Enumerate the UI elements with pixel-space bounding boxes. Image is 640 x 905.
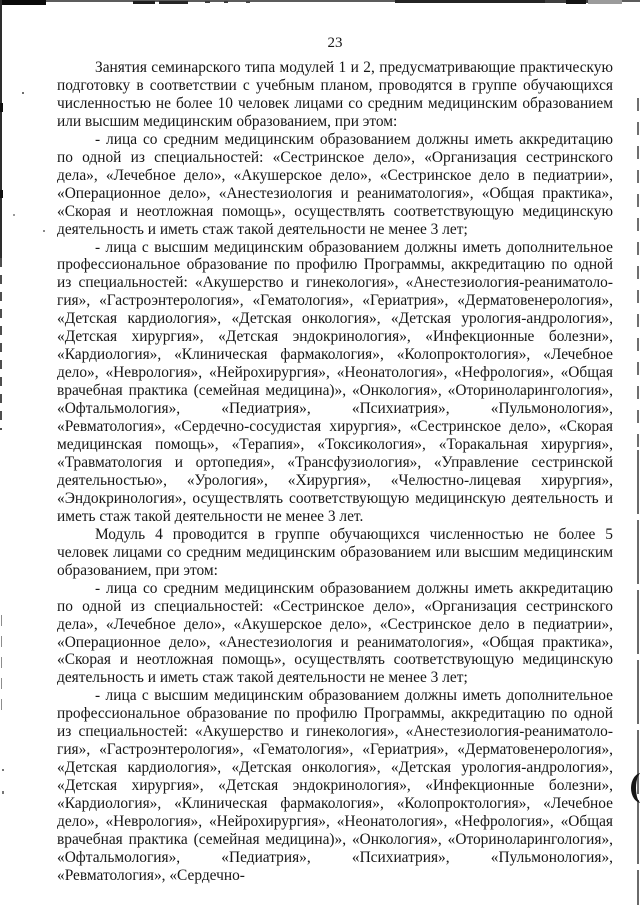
scan-artifact-top-dark-segment [395, 0, 545, 3]
scan-artifact-top-dash [159, 1, 188, 4]
scan-artifact-speck [2, 769, 4, 771]
page-number: 23 [327, 35, 343, 51]
paragraph-module-4-secondary-education-requirements: - лица со средним медицинским образованием должны иметь аккредитацию по одной из специальностей: «Сестринское дело», «Организация сестринского дела», «Лечебное дело», «Акушерское дело», «Сестринское дело в педиатрии», «Операционное дело», «Анестезиология и реаниматология», «Общая практика», «Скорая и неотложная помощь», осуществлять соответствующую медицинскую деятельность и иметь стаж такой деятельности не менее 3 лет; [57, 579, 613, 687]
scan-artifact-right-blob [631, 773, 640, 803]
scan-artifact-speck [2, 791, 4, 794]
scan-artifact-speck [43, 230, 45, 232]
scan-artifact-top-dark-segment [566, 0, 586, 4]
scan-artifact-top-edge [0, 0, 640, 2]
scan-artifact-top-gray-tail [588, 0, 622, 4]
scan-artifact-left-edge-faint-dashes [1, 615, 2, 710]
scan-artifact-top-speck [205, 1, 210, 3]
scan-artifact-top-left-bar [0, 0, 46, 5]
paragraph-module-4: Модуль 4 проводится в группе обучающихся численностью не более 5 человек лицами со средним медицинским образованием или высшим медицинским образованием, при этом: [57, 525, 613, 579]
scan-artifact-speck [13, 214, 15, 216]
scan-artifact-top-dash [133, 1, 155, 4]
paragraph-higher-education-requirements: - лица с высшим медицинским образованием должны иметь дополнительное профессиональное образование по профилю Программы, аккредитацию по одной из специальностей: «Акушерство и гинекология», «Анестезиология-реаниматология», «Гастроэнтерология», «Гематология», «Гериатрия», «Дерматовенерология», «Детская кардиология», «Детская онкология», «Детская урология-андрология», «Детская хирургия», «Детская эндокринология», «Инфекционные болезни», «Кардиология», «Клиническая фармакология», «Колопроктология», «Лечебное дело», «Неврология», «Нейрохирургия», «Неонатология», «Нефрология», «Общая врачебная практика (семейная медицина)», «Онкология», «Оториноларингология», «Офтальмология», «Педиатрия», «Психиатрия», «Пульмонология», «Ревматология», «Сердечно-сосудистая хирургия», «Сестринское дело», «Скорая медицинская помощь», «Терапия», «Токсикология», «Торакальная хирургия», «Травматология и ортопедия», «Трансфузиология», «Управление сестринской деятельностью», «Урология», «Хирургия», «Челюстно-лицевая хирургия», «Эндокринология», осуществлять соответствующую медицинскую деятельность и иметь стаж такой деятельности не менее 3 лет. [57, 238, 613, 525]
scan-artifact-left-edge-bump [0, 103, 3, 112]
scan-artifact-right-edge [637, 98, 639, 450]
scan-artifact-speck [22, 92, 24, 94]
paragraph-secondary-education-requirements: - лица со средним медицинским образованием должны иметь аккредитацию по одной из специальностей: «Сестринское дело», «Организация сестринского дела», «Лечебное дело», «Акушерское дело», «Сестринское дело в педиатрии», «Операционное дело», «Анестезиология и реаниматология», «Общая практика», «Скорая и неотложная помощь», осуществлять соответствующую медицинскую деятельность и иметь стаж такой деятельности не менее 3 лет; [57, 130, 613, 238]
scan-artifact-left-edge [0, 0, 2, 258]
paragraph-seminar-modules-1-2: Занятия семинарского типа модулей 1 и 2, предусматривающие практическую подготовку в соответствии с учебным планом, проводятся в группе обучающихся численностью не более 10 человек лицами со средним медицинским образованием или высшим медицинским образованием, при этом: [57, 59, 613, 130]
scan-artifact-top-dark-segment [545, 0, 589, 3]
scan-artifact-left-edge-bump [0, 190, 3, 198]
paragraph-module-4-higher-education-requirements: - лица с высшим медицинским образованием должны иметь дополнительное профессиональное образование по профилю Программы, аккредитацию по одной из специальностей: «Акушерство и гинекология», «Анестезиология-реаниматология», «Гастроэнтерология», «Гематология», «Гериатрия», «Дерматовенерология», «Детская кардиология», «Детская онкология», «Детская урология-андрология», «Детская хирургия», «Детская эндокринология», «Инфекционные болезни», «Кардиология», «Клиническая фармакология», «Колопроктология», «Лечебное дело», «Неврология», «Нейрохирургия», «Неонатология», «Нефрология», «Общая врачебная практика (семейная медицина)», «Онкология», «Оториноларингология», «Офтальмология», «Педиатрия», «Психиатрия», «Пульмонология», «Ревматология», «Сердечно- [57, 687, 613, 884]
document-body [57, 59, 613, 885]
scan-artifact-top-speck [224, 1, 228, 3]
scan-artifact-left-edge-dashes [0, 258, 2, 430]
scan-artifact-top-speck [246, 1, 250, 3]
scan-artifact-right-edge [637, 450, 639, 905]
